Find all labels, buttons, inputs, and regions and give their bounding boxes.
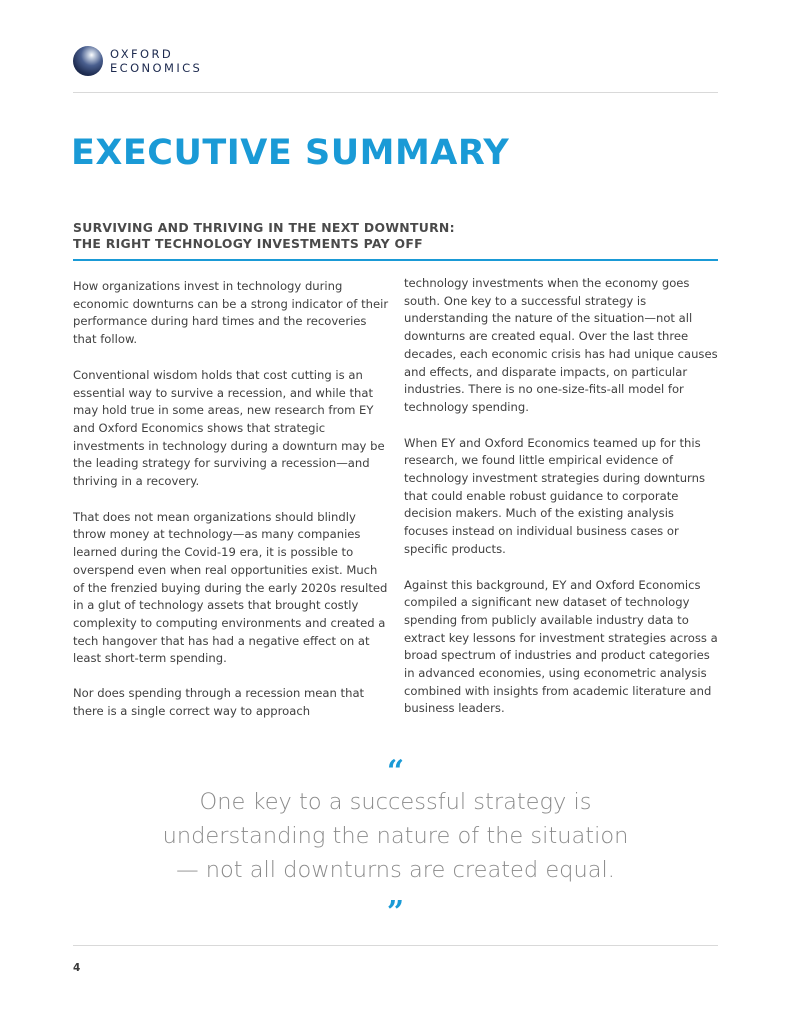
logo-line-oxford: OXFORD bbox=[110, 47, 174, 61]
paragraph: technology investments when the economy goes south. One key to a successful strategy is understanding the nature of the situation—not all downturns are created equal. Over the last three decades, each economic crisis has had unique causes and effects, and disparate impacts, on particular industries. There is no one-size-fits-all model for technology spending. bbox=[404, 276, 718, 414]
subtitle-line-1: SURVIVING AND THRIVING IN THE NEXT DOWNTURN: bbox=[73, 220, 455, 235]
paragraph: How organizations invest in technology during economic downturns can be a strong indicator of their performance during hard times and the recoveries that follow. bbox=[73, 279, 389, 347]
logo-line-economics: ECONOMICS bbox=[110, 61, 203, 75]
open-quote-icon: “ bbox=[386, 754, 405, 789]
pull-quote-line-2: understanding the nature of the situation bbox=[162, 823, 629, 849]
paragraph: Against this background, EY and Oxford Economics compiled a significant new dataset of technology spending from publicly available industry data to extract key lessons for investment strategies across a broad spectrum of industries and product categories in advanced economies, using econometric analysis combined with insights from academic literature and business leaders. bbox=[404, 577, 718, 716]
pull-quote-line-1: One key to a successful strategy is bbox=[199, 789, 592, 815]
oxford-economics-logo bbox=[73, 44, 202, 78]
page-number: 4 bbox=[73, 962, 81, 974]
paragraph: When EY and Oxford Economics teamed up for this research, we found little empirical evidence of technology investment strategies during downturns that could enable robust guidance to corporate decision makers. Much of the existing analysis focuses instead on individual business cases or specific products. bbox=[404, 435, 706, 556]
paragraph: Nor does spending through a recession mean that there is a single correct way to approach bbox=[73, 686, 365, 718]
paragraph: That does not mean organizations should blindly throw money at technology—as many companies learned during the Covid-19 era, it is possible to overspend even when real opportunities exist. Much of the frenzied buying during the early 2020s resulted in a glut of technology assets that brought costly complexity to computing environments and created a tech hangover that has had a negative effect on at least short-term spending. bbox=[73, 509, 388, 666]
page-title: EXECUTIVE SUMMARY bbox=[71, 133, 510, 173]
pull-quote-line-3: — not all downturns are created equal. bbox=[176, 857, 615, 883]
globe-logo-icon bbox=[73, 46, 103, 76]
body-column-left bbox=[73, 278, 389, 738]
footer-divider bbox=[73, 945, 718, 946]
close-quote-icon: ” bbox=[386, 895, 405, 930]
paragraph: Conventional wisdom holds that cost cutting is an essential way to survive a recession, and while that may hold true in some areas, new research from EY and Oxford Economics shows that strategic investments in technology during a downturn may be the leading strategy for surviving a recession—and thriving in a recovery. bbox=[73, 367, 385, 489]
subtitle-line-2: THE RIGHT TECHNOLOGY INVESTMENTS PAY OFF bbox=[73, 236, 423, 251]
body-column-right bbox=[404, 275, 720, 736]
logo-wordmark bbox=[110, 47, 202, 75]
pull-quote bbox=[0, 785, 791, 887]
header-divider bbox=[73, 92, 718, 93]
section-subtitle bbox=[73, 220, 718, 252]
subtitle-divider bbox=[73, 259, 718, 261]
